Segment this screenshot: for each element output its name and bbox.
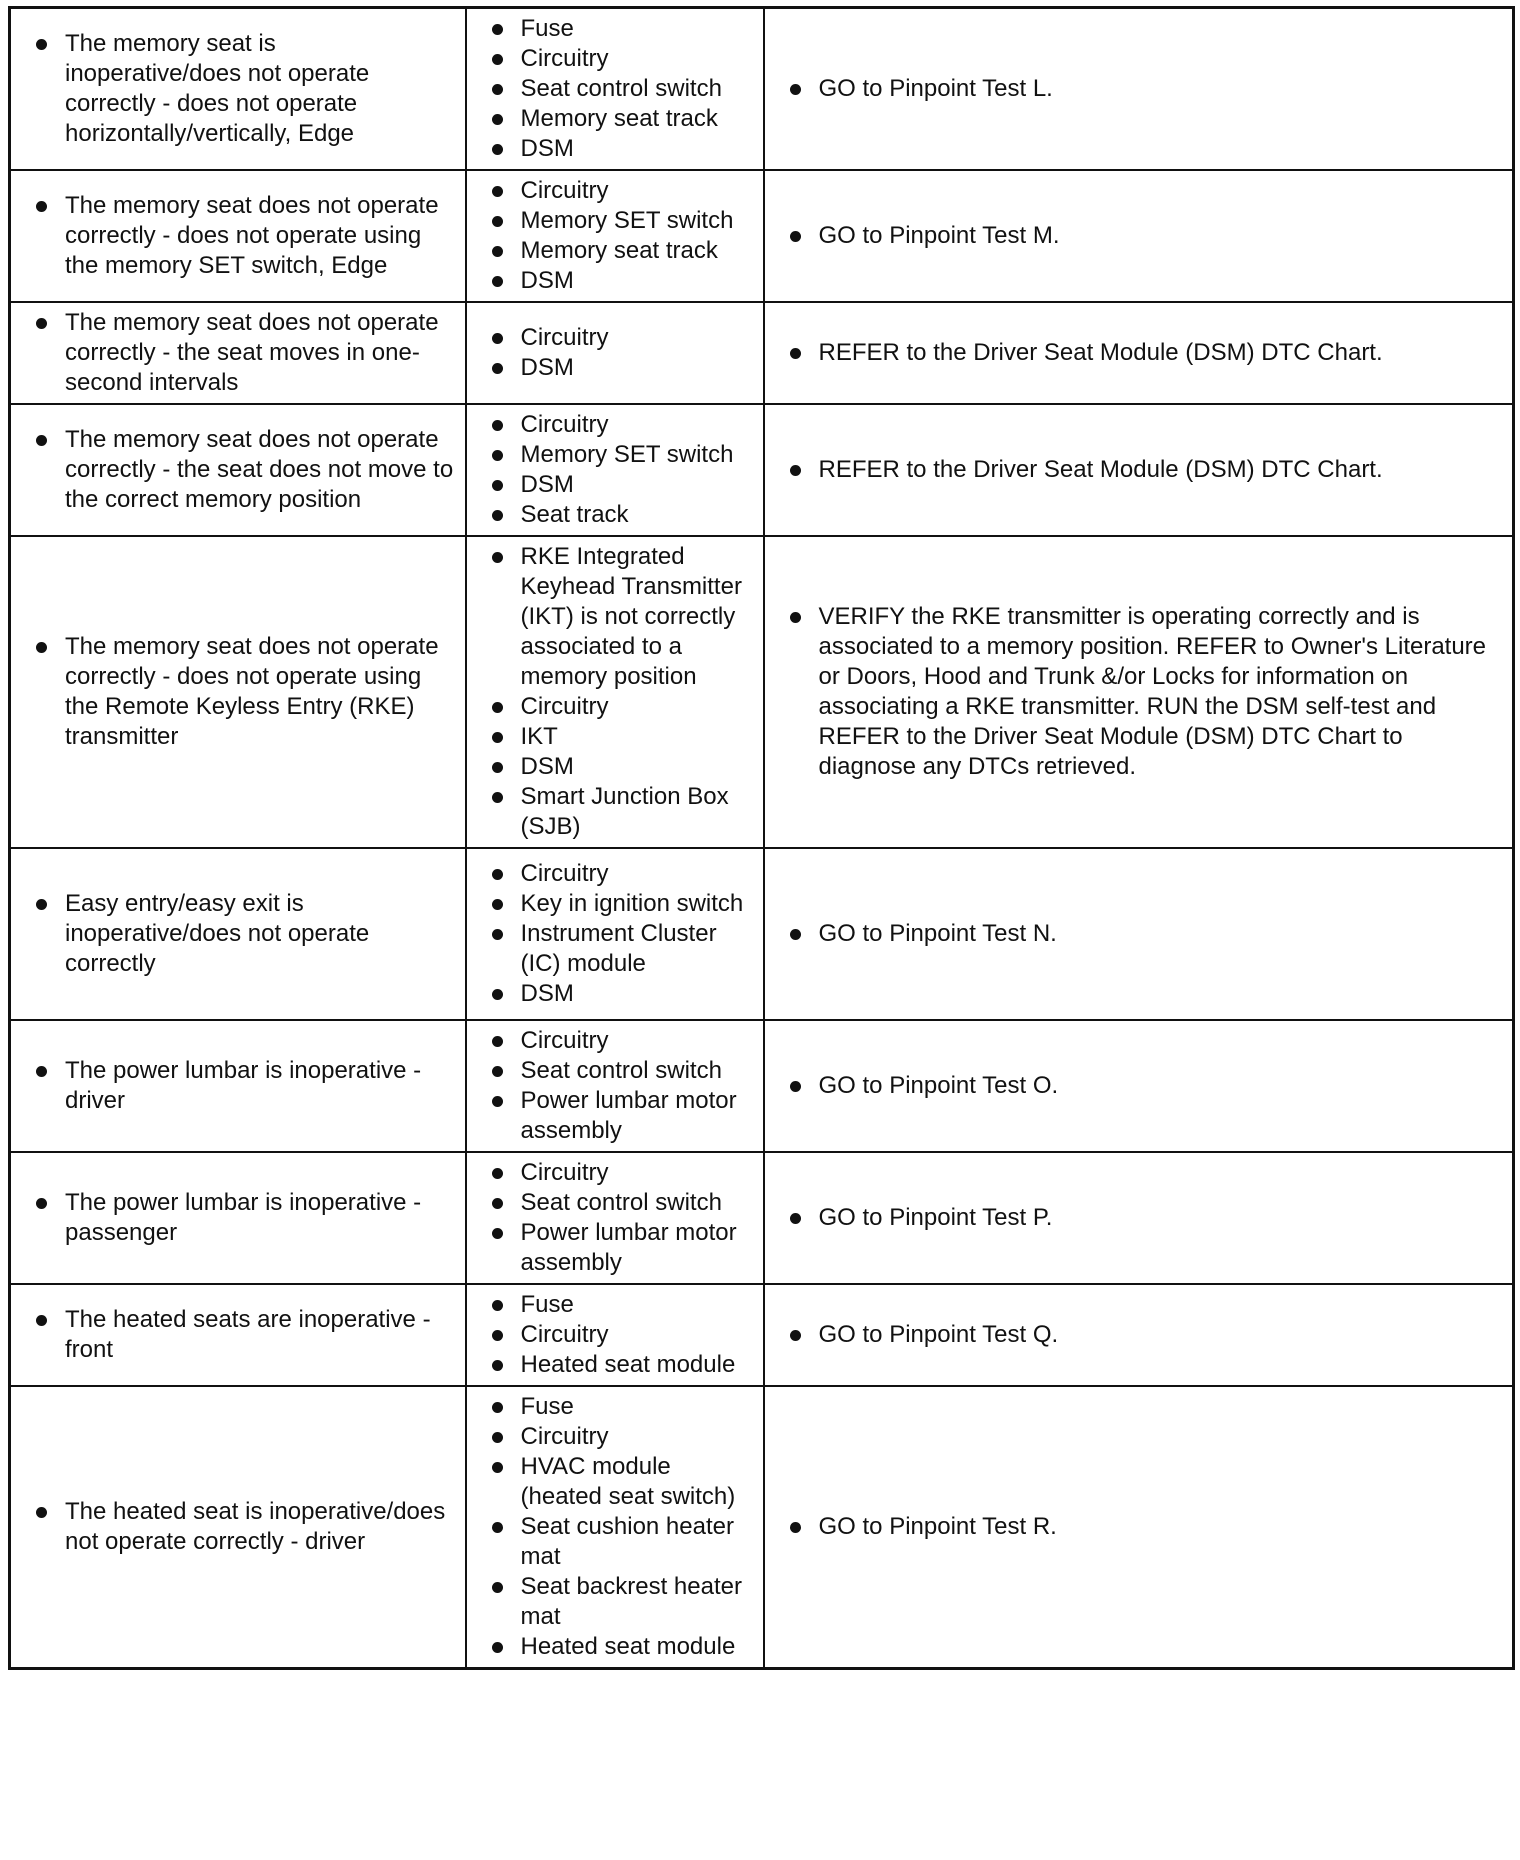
action-cell bbox=[764, 536, 1514, 848]
possible-source-item: Circuitry bbox=[489, 1320, 753, 1350]
possible-source-item: DSM bbox=[489, 266, 753, 296]
condition-cell bbox=[10, 170, 466, 302]
condition-text: The power lumbar is inoperative - passenger bbox=[33, 1188, 455, 1248]
action-cell bbox=[764, 1152, 1514, 1284]
action-text: REFER to the Driver Seat Module (DSM) DTC Chart. bbox=[787, 455, 1503, 485]
possible-source-item: Seat control switch bbox=[489, 1188, 753, 1218]
table-row bbox=[10, 1020, 1514, 1152]
action-cell bbox=[764, 8, 1514, 171]
action-cell bbox=[764, 848, 1514, 1020]
possible-source-item: Seat track bbox=[489, 500, 753, 530]
possible-source-item: Memory SET switch bbox=[489, 440, 753, 470]
possible-source-item: Memory seat track bbox=[489, 104, 753, 134]
table-row bbox=[10, 404, 1514, 536]
possible-source-cell bbox=[466, 8, 764, 171]
possible-source-item: DSM bbox=[489, 353, 753, 383]
possible-source-item: Circuitry bbox=[489, 410, 753, 440]
condition-cell bbox=[10, 848, 466, 1020]
condition-cell bbox=[10, 404, 466, 536]
condition-cell bbox=[10, 1152, 466, 1284]
possible-source-item: Circuitry bbox=[489, 44, 753, 74]
possible-source-cell bbox=[466, 302, 764, 404]
table-row bbox=[10, 1386, 1514, 1669]
possible-source-item: Circuitry bbox=[489, 1026, 753, 1056]
action-text: GO to Pinpoint Test N. bbox=[787, 919, 1503, 949]
condition-cell bbox=[10, 1284, 466, 1386]
action-cell bbox=[764, 170, 1514, 302]
table-row bbox=[10, 1152, 1514, 1284]
possible-source-item: Circuitry bbox=[489, 859, 753, 889]
action-text: GO to Pinpoint Test L. bbox=[787, 74, 1503, 104]
possible-source-item: HVAC module (heated seat switch) bbox=[489, 1452, 753, 1512]
action-text: GO to Pinpoint Test R. bbox=[787, 1512, 1503, 1542]
possible-source-item: Circuitry bbox=[489, 1158, 753, 1188]
table-body bbox=[10, 8, 1514, 1669]
action-text: GO to Pinpoint Test P. bbox=[787, 1203, 1503, 1233]
possible-source-cell bbox=[466, 170, 764, 302]
table-row bbox=[10, 1284, 1514, 1386]
possible-source-item: Smart Junction Box (SJB) bbox=[489, 782, 753, 842]
action-cell bbox=[764, 1284, 1514, 1386]
possible-source-item: DSM bbox=[489, 752, 753, 782]
condition-cell bbox=[10, 302, 466, 404]
condition-text: The memory seat does not operate correctly - the seat does not move to the correct memory position bbox=[33, 425, 455, 515]
possible-source-item: Circuitry bbox=[489, 1422, 753, 1452]
symptom-chart-table bbox=[8, 6, 1515, 1670]
possible-source-cell bbox=[466, 1284, 764, 1386]
possible-source-item: Circuitry bbox=[489, 176, 753, 206]
possible-source-item: DSM bbox=[489, 134, 753, 164]
condition-text: The heated seats are inoperative - front bbox=[33, 1305, 455, 1365]
condition-text: The memory seat is inoperative/does not operate correctly - does not operate horizontally/vertically, Edge bbox=[33, 29, 455, 149]
action-cell bbox=[764, 302, 1514, 404]
table-row bbox=[10, 170, 1514, 302]
possible-source-cell bbox=[466, 1152, 764, 1284]
possible-source-item: RKE Integrated Keyhead Transmitter (IKT) is not correctly associated to a memory position bbox=[489, 542, 753, 692]
possible-source-item: Fuse bbox=[489, 1392, 753, 1422]
condition-text: The heated seat is inoperative/does not operate correctly - driver bbox=[33, 1497, 455, 1557]
possible-source-item: Power lumbar motor assembly bbox=[489, 1218, 753, 1278]
condition-cell bbox=[10, 1386, 466, 1669]
condition-text: The power lumbar is inoperative - driver bbox=[33, 1056, 455, 1116]
condition-text: The memory seat does not operate correctly - does not operate using the Remote Keyless Entry (RKE) transmitter bbox=[33, 632, 455, 752]
possible-source-item: Seat cushion heater mat bbox=[489, 1512, 753, 1572]
condition-text: The memory seat does not operate correctly - the seat moves in one-second intervals bbox=[33, 308, 455, 398]
possible-source-item: Fuse bbox=[489, 1290, 753, 1320]
condition-cell bbox=[10, 8, 466, 171]
possible-source-item: Circuitry bbox=[489, 323, 753, 353]
possible-source-item: IKT bbox=[489, 722, 753, 752]
condition-text: The memory seat does not operate correctly - does not operate using the memory SET switch, Edge bbox=[33, 191, 455, 281]
possible-source-item: Seat control switch bbox=[489, 1056, 753, 1086]
possible-source-item: Seat control switch bbox=[489, 74, 753, 104]
possible-source-item: Fuse bbox=[489, 14, 753, 44]
possible-source-cell bbox=[466, 1386, 764, 1669]
possible-source-item: DSM bbox=[489, 979, 753, 1009]
possible-source-item: DSM bbox=[489, 470, 753, 500]
action-text: REFER to the Driver Seat Module (DSM) DTC Chart. bbox=[787, 338, 1503, 368]
table-row bbox=[10, 302, 1514, 404]
possible-source-item: Seat backrest heater mat bbox=[489, 1572, 753, 1632]
possible-source-cell bbox=[466, 1020, 764, 1152]
possible-source-cell bbox=[466, 848, 764, 1020]
possible-source-item: Heated seat module bbox=[489, 1632, 753, 1662]
condition-cell bbox=[10, 536, 466, 848]
table-row bbox=[10, 848, 1514, 1020]
action-text: VERIFY the RKE transmitter is operating correctly and is associated to a memory position. REFER to Owner's Literature or Doors, Hood and Trunk &/or Locks for information on associating a RKE transmitter. RUN the DSM self-test and REFER to the Driver Seat Module (DSM) DTC Chart to diagnose any DTCs retrieved. bbox=[787, 602, 1503, 782]
action-text: GO to Pinpoint Test M. bbox=[787, 221, 1503, 251]
action-cell bbox=[764, 1386, 1514, 1669]
possible-source-item: Memory SET switch bbox=[489, 206, 753, 236]
possible-source-item: Instrument Cluster (IC) module bbox=[489, 919, 753, 979]
action-cell bbox=[764, 1020, 1514, 1152]
possible-source-item: Key in ignition switch bbox=[489, 889, 753, 919]
condition-text: Easy entry/easy exit is inoperative/does not operate correctly bbox=[33, 889, 455, 979]
table-row bbox=[10, 536, 1514, 848]
possible-source-item: Memory seat track bbox=[489, 236, 753, 266]
action-text: GO to Pinpoint Test O. bbox=[787, 1071, 1503, 1101]
possible-source-item: Circuitry bbox=[489, 692, 753, 722]
condition-cell bbox=[10, 1020, 466, 1152]
possible-source-item: Power lumbar motor assembly bbox=[489, 1086, 753, 1146]
possible-source-item: Heated seat module bbox=[489, 1350, 753, 1380]
possible-source-cell bbox=[466, 404, 764, 536]
action-text: GO to Pinpoint Test Q. bbox=[787, 1320, 1503, 1350]
action-cell bbox=[764, 404, 1514, 536]
table-row bbox=[10, 8, 1514, 171]
possible-source-cell bbox=[466, 536, 764, 848]
